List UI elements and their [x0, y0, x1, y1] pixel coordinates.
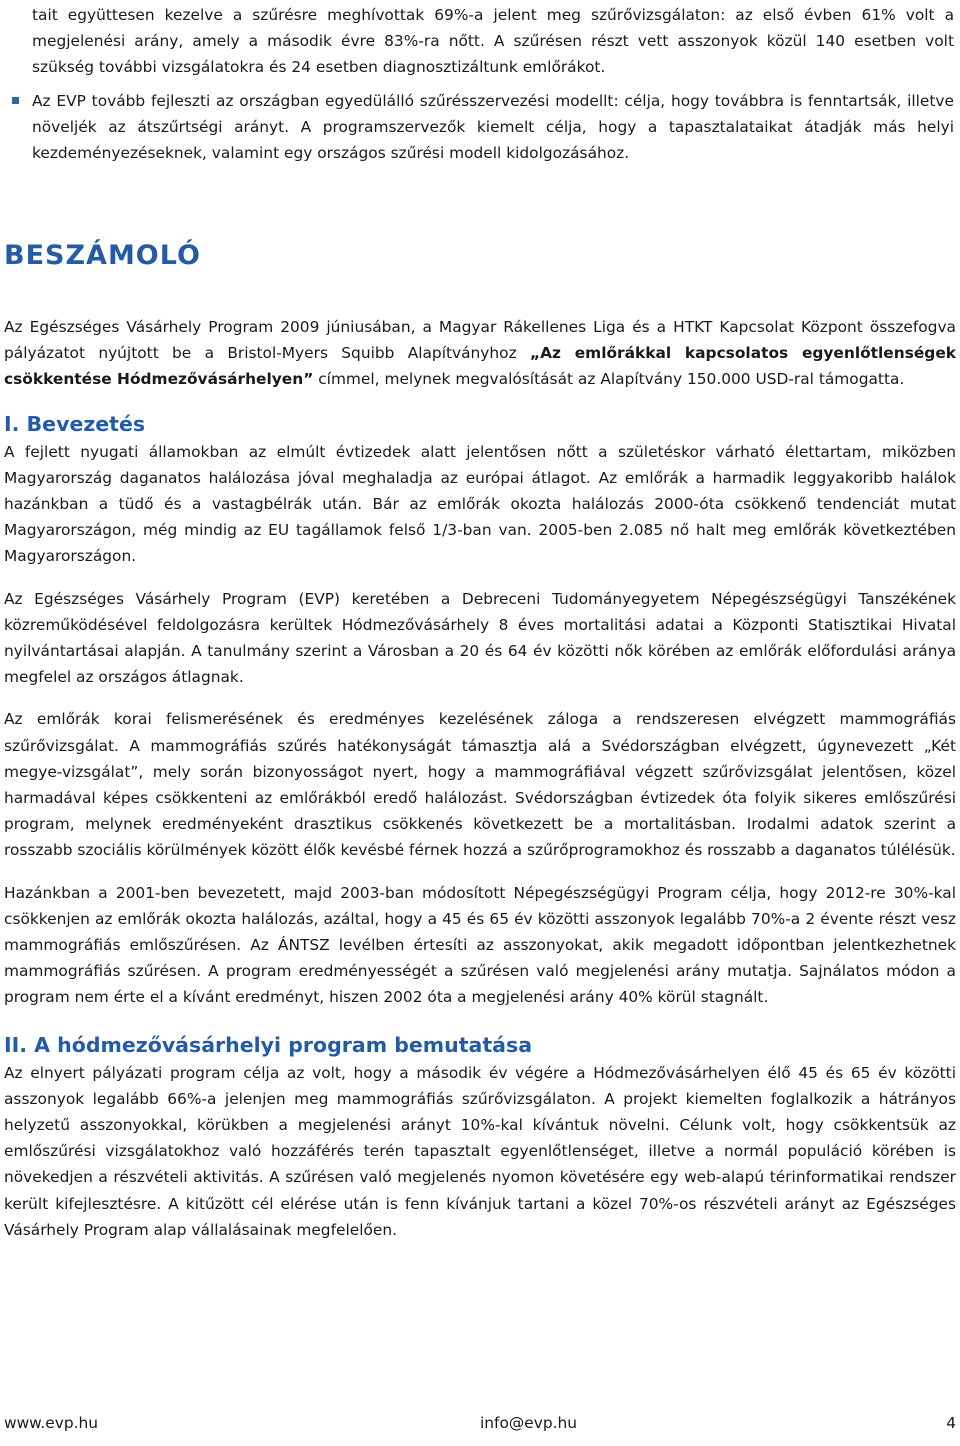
footer-website-link[interactable]: www.evp.hu: [4, 1414, 98, 1432]
square-bullet-icon: [12, 97, 19, 104]
section-1-heading: I. Bevezetés: [4, 411, 146, 436]
top-content: [32, 2, 954, 166]
project-title: „Az emlőrákkal kapcsolatos egyenlőtlenségek csökkentése Hódmezővásárhelyen”: [4, 344, 956, 389]
bullet-item: [32, 88, 954, 167]
section-1-paragraph-4: Hazánkban a 2001-ben bevezetett, majd 2003-ban módosított Népegészségügyi Program célja, hogy 2012-re 30%-kal csökkenjen az emlőrák okozta halálozás, azáltal, hogy a 45 és 65 év közötti asszonyok legalább 70%-a 2 évente részt vesz mammográfiás emlőszűrésen. Az ÁNTSZ levélben értesíti az asszonyokat, akik megadott időpontban jelentkezhetnek mammográfiás szűrésen. A program eredményességét a szűrésen való megjelenési arány mutatja. Sajnálatos módon a program nem érte el a kívánt eredményt, hiszen 2002 óta a megjelenési arány 40% körül stagnált.: [4, 883, 956, 1007]
report-intro: [4, 314, 956, 393]
footer-email-link[interactable]: info@evp.hu: [480, 1414, 578, 1432]
main-content: [4, 236, 956, 1243]
section-2-paragraph: Az elnyert pályázati program célja az volt, hogy a második év végére a Hódmezővásárhelyen élő 45 és 65 év közötti asszonyok legalább 66%-a jelenjen meg mammográfiás szűrővizsgálaton. A projekt kiemelten foglalkozik a hátrányos helyzetű asszonyokkal, körükben a megjelenési arányt 10%-kal kívántuk növelni. Célunk volt, hogy csökkentsük az emlőszűrési vizsgálatokhoz való hozzáférés terén tapasztalt egyenlőtlenséget, illetve a normál populáció körében is növekedjen a részvételi aktivitás. A szűrésen való megjelenés nyomon követésére egy web-alapú térinformatikai rendszer került kifejlesztésre. A kitűzött cél elérése után is fenn kívánjuk tartani a közel 70%-os részvételi arányt az Egészséges Vásárhely Program alap vállalásainak megfelelően.: [4, 1063, 956, 1239]
intro-text-start: Az Egészséges Vásárhely Program 2009 júniusában, a Magyar Rákellenes Liga és a HTKT Kapcsolat Központ összefogva pályázatot nyújtott be a Bristol-Myers Squibb Alapítványhoz: [4, 318, 956, 363]
section-1-paragraph-2: Az Egészséges Vásárhely Program (EVP) keretében a Debreceni Tudományegyetem Népegészségügyi Tanszékének közreműködésével feldolgozásra kerültek Hódmezővásárhely 8 éves mortalitási adatai a Központi Statisztikai Hivatal nyilvántartásai alapján. A tanulmány szerint a Városban a 20 és 64 év közötti nők körében az emlőrák előfordulási aránya megfelel az országos átlagnak.: [4, 589, 956, 687]
page-number: 4: [946, 1414, 956, 1432]
report-title: BESZÁMOLÓ: [4, 240, 201, 271]
intro-text-end: címmel, melynek megvalósítását az Alapítvány 150.000 USD-ral támogatta.: [313, 370, 905, 389]
bullet-text: Az EVP tovább fejleszti az országban egyedülálló szűrésszervezési modellt: célja, hogy továbbra is fenntartsák, illetve növeljék az átszűrtségi arányt. A programszervezők kiemelt célja, hogy a tapasztalataikat átadják más helyi kezdeményezéseknek, valamint egy országos szűrési modell kidolgozásához.: [32, 91, 954, 163]
section-1-paragraph-1: A fejlett nyugati államokban az elmúlt évtizedek alatt jelentősen nőtt a születéskor várható élettartam, miközben Magyarország daganatos halálozása jóval meghaladja az európai átlagot. Az emlőrák a harmadik leggyakoribb halálok hazánkban a tüdő és a vastagbélrák után. Bár az emlőrák okozta halálozás 2000-óta csökkenő tendenciát mutat Magyarországon, még mindig az EU tagállamok felső 1/3-ban van. 2005-ben 2.085 nő halt meg emlőrák következtében Magyarországon.: [4, 442, 956, 566]
continued-paragraph: tait együttesen kezelve a szűrésre meghívottak 69%-a jelent meg szűrővizsgálaton: az első évben 61% volt a megjelenési arány, amely a második évre 83%-ra nőtt. A szűrésen részt vett asszonyok közül 140 esetben volt szükség további vizsgálatokra és 24 esetben diagnosztizáltunk emlőrákot.: [32, 6, 954, 77]
page-footer: [4, 1408, 956, 1438]
section-1-paragraph-3: Az emlőrák korai felismerésének és eredményes kezelésének záloga a rendszeresen elvégzett mammográfiás szűrővizsgálat. A mammográfiás szűrés hatékonyságát támasztja alá a Svédországban elvégzett, úgynevezett „Két megye-vizsgálat”, mely során bizonyosságot nyert, hogy a mammográfiával végzett szűrővizsgálat jelentősen, közel harmadával képes csökkenteni az emlőrákból eredő halálozást. Svédországban évtizedek óta folyik sikeres emlőszűrési program, melynek eredményeként drasztikus csökkenés következett be a mortalitásban. Irodalmi adatok szerint a rosszabb szociális körülmények között élők kevésbé férnek hozzá a szűrőprogramokhoz és rosszabb a daganatos túlélésük.: [4, 710, 956, 860]
section-2-heading: II. A hódmezővásárhelyi program bemutatása: [4, 1032, 533, 1057]
